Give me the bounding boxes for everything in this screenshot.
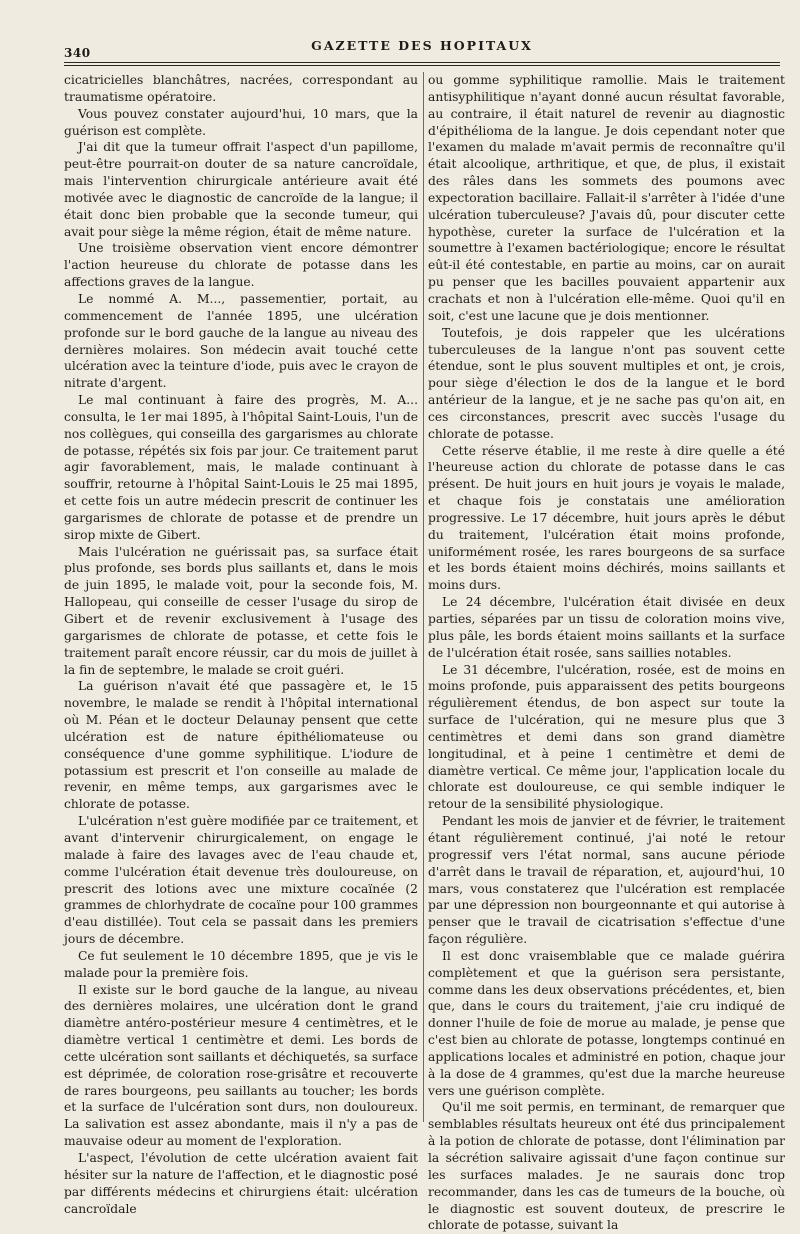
paragraph: J'ai dit que la tumeur offrait l'aspect d'un papillome, peut-être pourrait-on douter de sa nature cancroïdale, mais l'intervention chirurgicale antérieure avait été motivée avec le diagnostic de cancroïde de la langue; il était donc bien probable que la seconde tumeur, qui avait pour siège la même région, était de même nature. [64, 140, 418, 239]
paragraph: Ce fut seulement le 10 décembre 1895, que je vis le malade pour la première fois. [64, 948, 418, 980]
paragraph: Cette réserve établie, il me reste à dire quelle a été l'heureuse action du chlorate de potasse dans le cas présent. De huit jours en huit jours je voyais le malade, et chaque fois je constatais une amélioration progressive. Le 17 décembre, huit jours après le début du traitement, l'ulcération était moins profonde, uniformément rosée, les rares bourgeons de sa surface et les bords étaient moins déchirés, moins saillants et moins durs. [428, 443, 785, 593]
paragraph: Une troisième observation vient encore démontrer l'action heureuse du chlorate de potasse dans les affections graves de la langue. [64, 241, 418, 290]
paragraph: Qu'il me soit permis, en terminant, de remarquer que semblables résultats heureux ont été dus principalement à la potion de chlorate de potasse, dont l'élimination par la sécrétion salivaire agissait d'une façon continue sur les surfaces malades. Je ne saurais donc trop recommander, dans les cas de tumeurs de la bouche, où le diagnostic est souvent douteux, de prescrire le chlorate de potasse, suivant la [428, 1100, 785, 1233]
header-rule-thin [64, 65, 780, 66]
journal-title: GAZETTE DES HOPITAUX [311, 38, 533, 53]
paragraph: La guérison n'avait été que passagère et, le 15 novembre, le malade se rendit à l'hôpital international où M. Péan et le docteur Delaunay pensent que cette ulcération est de nature épithéliomateuse ou conséquence d'une gomme syphilitique. L'iodure de potassium est prescrit et l'on conseille au malade de revenir, en même temps, aux gargarismes avec le chlorate de potasse. [64, 679, 418, 812]
page-header [64, 34, 780, 60]
paragraph: ou gomme syphilitique ramollie. Mais le traitement antisyphilitique n'ayant donné aucun résultat favorable, au contraire, il était naturel de revenir au diagnostic d'épithélioma de la langue. Je dois cependant noter que l'examen du malade m'avait permis de reconnaître qu'il était alcoolique, arthritique, et que, de plus, il existait des râles dans les sommets des poumons avec expectoration bacillaire. Fallait-il s'arrêter à l'idée d'une ulcération tuberculeuse? J'avais dû, pour discuter cette hypothèse, cureter la surface de l'ulcération et la soumettre à l'examen bactériologique; encore le résultat eût-il été contestable, en partie au moins, car on aurait pu penser que les bacilles pouvaient appartenir aux crachats et non à l'ulcération elle-même. Quoi qu'il en soit, c'est une lacune que je dois mentionner. [428, 73, 785, 323]
header-rule-thick [64, 62, 780, 63]
paragraph: Vous pouvez constater aujourd'hui, 10 mars, que la guérison est complète. [64, 106, 418, 138]
right-column [428, 72, 785, 1234]
paragraph: Le 31 décembre, l'ulcération, rosée, est de moins en moins profonde, puis apparaissent des petits bourgeons régulièrement étendus, de bon aspect sur toute la surface de l'ulcération, qui ne mesure plus que 3 centimètres et demi dans son grand diamètre longitudinal, et à peine 1 centimètre et demi de diamètre vertical. Ce même jour, l'application locale du chlorate est douloureuse, ce qui semble indiquer le retour de la sensibilité physiologique. [428, 662, 785, 812]
left-column [64, 72, 418, 1217]
column-divider [423, 72, 424, 1122]
paragraph: Mais l'ulcération ne guérissait pas, sa surface était plus profonde, ses bords plus saillants et, dans le mois de juin 1895, le malade voit, pour la seconde fois, M. Hallopeau, qui conseille de cesser l'usage du sirop de Gibert et de revenir exclusivement à l'usage des gargarismes de chlorate de potasse, et cette fois le traitement paraît encore réussir, car du mois de juillet à la fin de septembre, le malade se croit guéri. [64, 544, 418, 677]
paragraph: Il existe sur le bord gauche de la langue, au niveau des dernières molaires, une ulcération dont le grand diamètre antéro-postérieur mesure 4 centimètres, et le diamètre vertical 1 centimètre et demi. Les bords de cette ulcération sont saillants et déchiquetés, sa surface est déprimée, de coloration rose-grisâtre et recouverte de rares bourgeons, peu saillants au toucher; les bords et la surface de l'ulcération sont durs, non douloureux. La salivation est assez abondante, mais il n'y a pas de mauvaise odeur au moment de l'exploration. [64, 982, 418, 1149]
paragraph: Toutefois, je dois rappeler que les ulcérations tuberculeuses de la langue n'ont pas souvent cette étendue, sont le plus souvent multiples et ont, je crois, pour siège d'élection le dos de la langue et le bord antérieur de la langue, et je ne sache pas qu'on ait, en ces circonstances, prescrit avec succès l'usage du chlorate de potasse. [428, 325, 785, 441]
paragraph: Le nommé A. M..., passementier, portait, au commencement de l'année 1895, une ulcération profonde sur le bord gauche de la langue au niveau des dernières molaires. Son médecin avait touché cette ulcération avec la teinture d'iode, puis avec le crayon de nitrate d'argent. [64, 291, 418, 391]
paragraph: Le 24 décembre, l'ulcération était divisée en deux parties, séparées par un tissu de coloration moins vive, plus pâle, les bords étaient moins saillants et la surface de l'ulcération était rosée, sans saillies notables. [428, 595, 785, 660]
paragraph: L'aspect, l'évolution de cette ulcération avaient fait hésiter sur la nature de l'affection, et le diagnostic posé par différents médecins et chirurgiens était: ulcération cancroïdale [64, 1151, 418, 1216]
page-number: 340 [64, 46, 91, 60]
paragraph: cicatricielles blanchâtres, nacrées, correspondant au traumatisme opératoire. [64, 73, 418, 104]
paragraph: Pendant les mois de janvier et de février, le traitement étant régulièrement continué, j'ai noté le retour progressif vers l'état normal, sans aucune période d'arrêt dans le travail de réparation, et, aujourd'hui, 10 mars, vous constaterez que l'ulcération est remplacée par une dépression non bourgeonnante et qui autorise à penser que le travail de cicatrisation s'effectue d'une façon régulière. [428, 814, 785, 947]
paragraph: Il est donc vraisemblable que ce malade guérira complètement et que la guérison sera persistante, comme dans les deux observations précédentes, et, bien que, dans le cours du traitement, j'aie cru indiqué de donner l'huile de foie de morue au malade, je pense que c'est bien au chlorate de potasse, longtemps continué en applications locales et administré en potion, chaque jour à la dose de 4 grammes, qu'est due la marche heureuse vers une guérison complète. [428, 948, 785, 1098]
paragraph: Le mal continuant à faire des progrès, M. A... consulta, le 1er mai 1895, à l'hôpital Saint-Louis, l'un de nos collègues, qui conseilla des gargarismes au chlorate de potasse, répétés six fois par jour. Ce traitement parut agir favorablement, mais, le malade continuant à souffrir, retourne à l'hôpital Saint-Louis le 25 mai 1895, et cette fois un autre médecin prescrit de continuer les gargarismes de chlorate de potasse et de prendre un sirop mixte de Gibert. [64, 393, 418, 542]
paragraph: L'ulcération n'est guère modifiée par ce traitement, et avant d'intervenir chirurgicalement, on engage le malade à faire des lavages avec de l'eau chaude et, comme l'ulcération était devenue très douloureuse, on prescrit des lotions avec une mixture cocaïnée (2 grammes de chlorhydrate de cocaïne pour 100 grammes d'eau distillée). Tout cela se passait dans les premiers jours de décembre. [64, 814, 419, 947]
